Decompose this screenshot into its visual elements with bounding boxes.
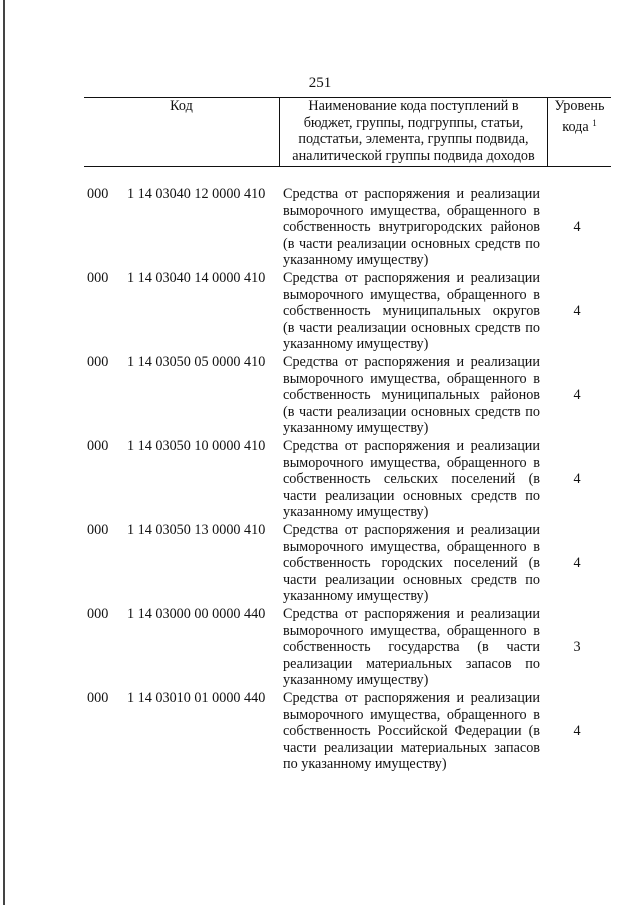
name-line: собственность сельских поселений (в <box>283 471 540 488</box>
admin-code: 000 <box>87 438 109 454</box>
name-line: выморочного имущества, обращенного в <box>283 286 540 303</box>
header-name-line: бюджет, группы, подгруппы, статьи, <box>303 114 524 131</box>
admin-code: 000 <box>87 522 109 538</box>
header-name-line: Наименование кода поступлений в <box>308 98 519 114</box>
name-line: выморочного имущества, обращенного в <box>283 622 540 639</box>
code-level: 4 <box>573 219 581 235</box>
revenue-name <box>283 522 540 605</box>
header-level-line1: Уровень <box>554 98 605 114</box>
name-line: собственность внутригородских районов <box>283 219 540 236</box>
table-row <box>0 354 640 438</box>
header-name-line: аналитической группы подвида доходов <box>292 147 535 164</box>
admin-code: 000 <box>87 186 109 202</box>
name-line: выморочного имущества, обращенного в <box>283 370 540 387</box>
code-level: 4 <box>573 555 581 571</box>
name-line: Средства от распоряжения и реализации <box>283 270 540 286</box>
code-level: 4 <box>573 471 581 487</box>
revenue-name <box>283 690 540 773</box>
header-code <box>84 98 279 166</box>
admin-code: 000 <box>87 606 109 622</box>
name-line: части реализации основных средств по <box>283 571 540 588</box>
name-line: части реализации материальных запасов <box>283 739 540 756</box>
header-name <box>280 98 547 166</box>
name-line: Средства от распоряжения и реализации <box>283 690 540 706</box>
admin-code: 000 <box>87 270 109 286</box>
table-row <box>0 606 640 690</box>
table-row <box>0 522 640 606</box>
name-line: Средства от распоряжения и реализации <box>283 438 540 454</box>
name-line: указанному имуществу) <box>283 420 429 437</box>
code-level: 4 <box>573 303 581 319</box>
revenue-name <box>283 186 540 269</box>
revenue-code: 1 14 03050 05 0000 410 <box>127 354 266 370</box>
table-row <box>0 438 640 522</box>
name-line: (в части реализации основных средств по <box>283 319 540 336</box>
name-line: указанному имуществу) <box>283 336 429 353</box>
header-code-label: Код <box>170 98 193 114</box>
name-line: указанному имуществу) <box>283 588 429 605</box>
name-line: (в части реализации основных средств по <box>283 235 540 252</box>
revenue-code: 1 14 03050 10 0000 410 <box>127 438 266 454</box>
header-level <box>548 98 611 166</box>
name-line: Средства от распоряжения и реализации <box>283 354 540 370</box>
table-header <box>84 97 611 167</box>
revenue-code: 1 14 03040 12 0000 410 <box>127 186 266 202</box>
revenue-code: 1 14 03000 00 0000 440 <box>127 606 266 622</box>
name-line: части реализации основных средств по <box>283 487 540 504</box>
name-line: Средства от распоряжения и реализации <box>283 606 540 622</box>
revenue-name <box>283 606 540 689</box>
revenue-code: 1 14 03040 14 0000 410 <box>127 270 266 286</box>
name-line: по указанному имуществу) <box>283 756 447 773</box>
name-line: реализации материальных запасов по <box>283 655 540 672</box>
revenue-name <box>283 354 540 437</box>
revenue-code: 1 14 03010 01 0000 440 <box>127 690 266 706</box>
name-line: собственность муниципальных округов <box>283 303 540 320</box>
admin-code: 000 <box>87 690 109 706</box>
table-row <box>0 690 640 774</box>
footnote-marker: 1 <box>592 117 597 128</box>
name-line: (в части реализации основных средств по <box>283 403 540 420</box>
code-level: 4 <box>573 387 581 403</box>
name-line: указанному имуществу) <box>283 252 429 269</box>
admin-code: 000 <box>87 354 109 370</box>
code-level: 3 <box>573 639 581 655</box>
header-level-line2 <box>548 115 611 136</box>
page-number: 251 <box>308 75 332 91</box>
name-line: Средства от распоряжения и реализации <box>283 186 540 202</box>
table-body <box>0 186 640 774</box>
revenue-code: 1 14 03050 13 0000 410 <box>127 522 266 538</box>
name-line: указанному имуществу) <box>283 504 429 521</box>
code-level: 4 <box>573 723 581 739</box>
revenue-name <box>283 438 540 521</box>
name-line: собственность муниципальных районов <box>283 387 540 404</box>
name-line: выморочного имущества, обращенного в <box>283 538 540 555</box>
name-line: выморочного имущества, обращенного в <box>283 454 540 471</box>
name-line: собственность Российской Федерации (в <box>283 723 540 740</box>
name-line: выморочного имущества, обращенного в <box>283 706 540 723</box>
header-level-word: кода <box>562 118 589 135</box>
name-line: Средства от распоряжения и реализации <box>283 522 540 538</box>
name-line: собственность государства (в части <box>283 639 540 656</box>
revenue-name <box>283 270 540 353</box>
table-row <box>0 270 640 354</box>
name-line: выморочного имущества, обращенного в <box>283 202 540 219</box>
name-line: указанному имуществу) <box>283 672 429 689</box>
name-line: собственность городских поселений (в <box>283 555 540 572</box>
table-row <box>0 186 640 270</box>
header-name-line: подстатьи, элемента, группы подвида, <box>298 131 529 148</box>
